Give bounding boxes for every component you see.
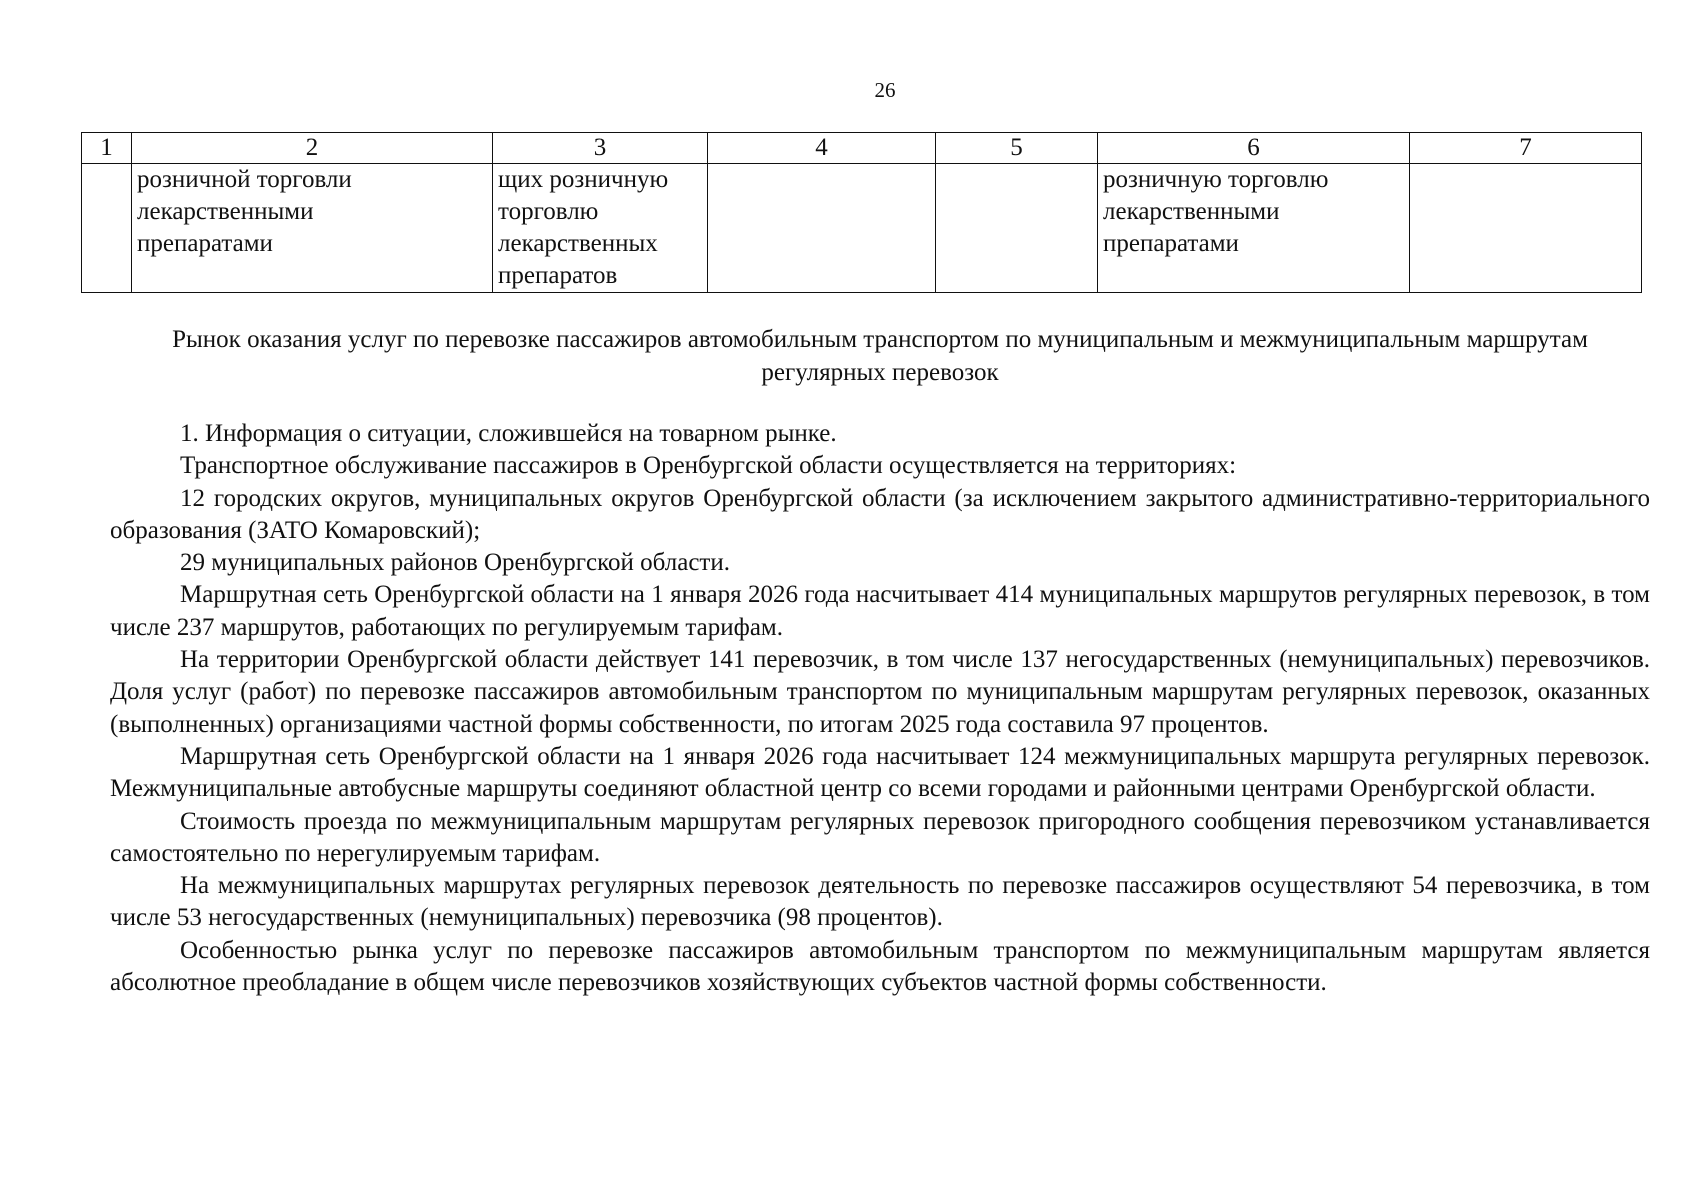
section-title: Рынок оказания услуг по перевозке пассажиров автомобильным транспортом по муниципальным и межмуниципальным маршрутам регулярных перевозок — [172, 326, 1588, 386]
paragraph: На территории Оренбургской области действует 141 перевозчик, в том числе 137 негосударственных (немуниципальных) перевозчиков. Доля услуг (работ) по перевозке пассажиров автомобильным транспортом по муниципальным маршрутам регулярных перевозок, оказанных (выполненных) организациями частной формы собственности, по итогам 2025 года составила 97 процентов. — [110, 646, 1650, 738]
table-cell-6: розничную торговлю лекарственными препаратами — [1098, 164, 1410, 293]
continuation-table — [81, 132, 1642, 293]
paragraph: Стоимость проезда по межмуниципальным маршрутам регулярных перевозок пригородного сообщения перевозчиком устанавливается самостоятельно по нерегулируемым тарифам. — [110, 807, 1650, 867]
table-row — [82, 164, 1642, 293]
column-number-2: 2 — [132, 133, 493, 164]
table-cell-4 — [708, 164, 936, 293]
table-header-row — [82, 133, 1642, 164]
column-number-7: 7 — [1410, 133, 1642, 164]
paragraph: На межмуниципальных маршрутах регулярных перевозок деятельность по перевозке пассажиров осуществляют 54 перевозчика, в том числе 53 негосударственных (немуниципальных) перевозчика (98 процентов). — [110, 872, 1650, 932]
column-number-3: 3 — [493, 133, 708, 164]
column-number-5: 5 — [936, 133, 1098, 164]
column-number-1: 1 — [82, 133, 132, 164]
paragraph: Маршрутная сеть Оренбургской области на 1 января 2026 года насчитывает 124 межмуниципальных маршрута регулярных перевозок. Межмуниципальные автобусные маршруты соединяют областной центр со всеми городами и районными центрами Оренбургской области. — [110, 742, 1650, 803]
column-number-6: 6 — [1098, 133, 1410, 164]
paragraph: 29 муниципальных районов Оренбургской области. — [180, 549, 730, 577]
table-cell-7 — [1410, 164, 1642, 293]
page-number: 26 — [874, 78, 896, 102]
paragraph: 1. Информация о ситуации, сложившейся на товарном рынке. — [180, 420, 837, 447]
paragraph: Транспортное обслуживание пассажиров в Оренбургской области осуществляется на территориях: — [180, 452, 1237, 480]
column-number-4: 4 — [708, 133, 936, 164]
paragraph: Маршрутная сеть Оренбургской области на 1 января 2026 года насчитывает 414 муниципальных маршрутов регулярных перевозок, в том числе 237 маршрутов, работающих по регулируемым тарифам. — [110, 581, 1650, 641]
table-cell-3: щих розничную торговлю лекарственных препаратов — [493, 164, 708, 293]
table-cell-2: розничной торговли лекарственными препаратами — [132, 164, 493, 293]
paragraph: Особенностью рынка услуг по перевозке пассажиров автомобильным транспортом по межмуниципальным маршрутам является абсолютное преобладание в общем числе перевозчиков хозяйствующих субъектов частной формы собственности. — [110, 936, 1650, 997]
body-text — [110, 418, 1650, 999]
table-cell-5 — [936, 164, 1098, 293]
paragraph: 12 городских округов, муниципальных округов Оренбургской области (за исключением закрытого административно-территориального образования (ЗАТО Комаровский); — [110, 484, 1650, 544]
table-cell-1 — [82, 164, 132, 293]
